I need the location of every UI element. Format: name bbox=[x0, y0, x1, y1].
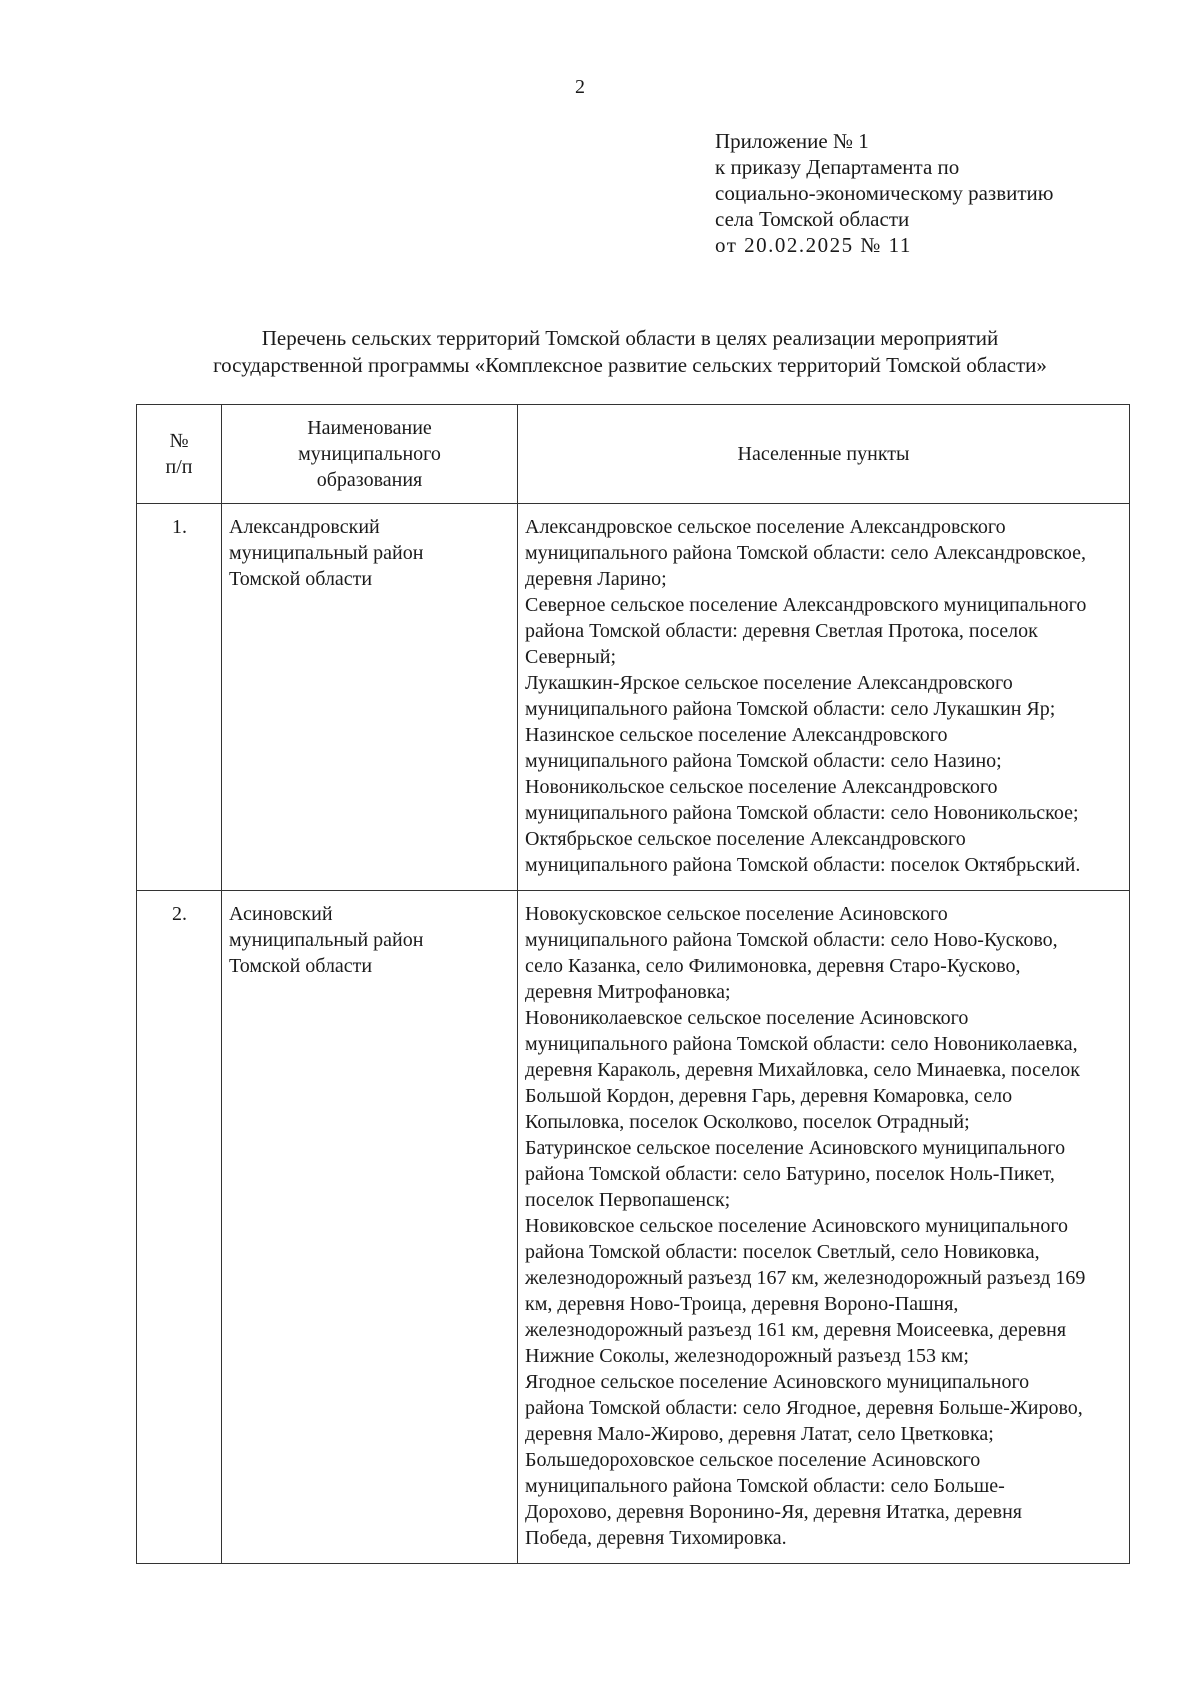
settlements-line: Лукашкин-Ярское сельское поселение Александровского bbox=[525, 672, 1013, 694]
document-title-line: государственной программы «Комплексное развитие сельских территорий Томской области» bbox=[213, 353, 1047, 377]
settlements-line: село Казанка, село Филимоновка, деревня Старо-Кусково, bbox=[525, 955, 1021, 977]
settlements-line: Северный; bbox=[525, 646, 617, 668]
header-num bbox=[137, 405, 222, 504]
document-title-line: Перечень сельских территорий Томской области в целях реализации мероприятий bbox=[261, 326, 999, 350]
appendix-header bbox=[715, 128, 1053, 258]
settlements-line: км, деревня Ново-Троица, деревня Вороно-Пашня, bbox=[525, 1293, 959, 1315]
settlements-line: Большедороховское сельское поселение Асиновского bbox=[525, 1449, 981, 1471]
settlements-line: района Томской области: деревня Светлая Протока, поселок bbox=[525, 620, 1038, 642]
settlements-cell bbox=[518, 891, 1130, 1564]
settlements-line: деревня Митрофановка; bbox=[525, 981, 731, 1003]
municipality-line: Томской области bbox=[229, 568, 373, 590]
header-num-line: № bbox=[169, 430, 189, 452]
settlements-line: Большой Кордон, деревня Гарь, деревня Комаровка, село bbox=[525, 1085, 1013, 1107]
settlements-line: Новониколаевское сельское поселение Асиновского bbox=[525, 1007, 969, 1029]
settlements-line: Копыловка, поселок Осколково, поселок Отрадный; bbox=[525, 1111, 970, 1133]
territories-table bbox=[136, 404, 1130, 1564]
table-body bbox=[137, 504, 1130, 1564]
appendix-department-line: социально-экономическому развитию bbox=[715, 181, 1054, 205]
municipality-line: муниципальный район bbox=[229, 542, 424, 564]
header-municipality-line: Наименование bbox=[307, 417, 432, 439]
settlements-line: деревня Караколь, деревня Михайловка, село Минаевка, поселок bbox=[525, 1059, 1080, 1081]
municipality-line: Александровский bbox=[229, 516, 380, 538]
settlements-line: Александровское сельское поселение Александровского bbox=[525, 516, 1006, 538]
document-title bbox=[100, 325, 1160, 379]
settlements-line: муниципального района Томской области: село Александровское, bbox=[525, 542, 1086, 564]
municipality-line: Томской области bbox=[229, 955, 373, 977]
settlements-line: Новоникольское сельское поселение Александровского bbox=[525, 776, 998, 798]
settlements-line: Нижние Соколы, железнодорожный разъезд 153 км; bbox=[525, 1345, 969, 1367]
settlements-line: Октябрьское сельское поселение Александровского bbox=[525, 828, 966, 850]
settlements-line: Батуринское сельское поселение Асиновского муниципального bbox=[525, 1137, 1066, 1159]
municipality-cell bbox=[222, 891, 518, 1564]
settlements-line: Северное сельское поселение Александровского муниципального bbox=[525, 594, 1087, 616]
settlements-line: Новокусковское сельское поселение Асиновского bbox=[525, 903, 948, 925]
order-reference: от 20.02.2025 № 11 bbox=[715, 233, 912, 257]
appendix-title: Приложение № 1 bbox=[715, 129, 869, 153]
header-municipality-line: муниципального bbox=[298, 443, 441, 465]
settlements-line: района Томской области: село Ягодное, деревня Больше-Жирово, bbox=[525, 1397, 1083, 1419]
row-number: 2. bbox=[137, 891, 222, 1564]
settlements-line: Новиковское сельское поселение Асиновского муниципального bbox=[525, 1215, 1069, 1237]
settlements-line: Дорохово, деревня Воронино-Яя, деревня Итатка, деревня bbox=[525, 1501, 1022, 1523]
page-number: 2 bbox=[575, 76, 585, 98]
settlements-line: муниципального района Томской области: село Лукашкин Яр; bbox=[525, 698, 1056, 720]
appendix-order-line: к приказу Департамента по bbox=[715, 155, 960, 179]
settlements-line: железнодорожный разъезд 167 км, железнодорожный разъезд 169 bbox=[525, 1267, 1086, 1289]
settlements-line: деревня Ларино; bbox=[525, 568, 667, 590]
settlements-line: муниципального района Томской области: село Назино; bbox=[525, 750, 1002, 772]
settlements-cell bbox=[518, 504, 1130, 891]
municipality-cell bbox=[222, 504, 518, 891]
settlements-line: Победа, деревня Тихомировка. bbox=[525, 1527, 787, 1549]
appendix-region-line: села Томской области bbox=[715, 207, 910, 231]
settlements-line: муниципального района Томской области: село Ново-Кусково, bbox=[525, 929, 1058, 951]
settlements-line: муниципального района Томской области: село Больше- bbox=[525, 1475, 1005, 1497]
settlements-line: железнодорожный разъезд 161 км, деревня Моисеевка, деревня bbox=[525, 1319, 1067, 1341]
settlements-line: муниципального района Томской области: село Новониколаевка, bbox=[525, 1033, 1078, 1055]
settlements-line: муниципального района Томской области: поселок Октябрьский. bbox=[525, 854, 1081, 876]
header-municipality bbox=[222, 405, 518, 504]
header-settlements: Населенные пункты bbox=[518, 405, 1130, 504]
settlements-line: Назинское сельское поселение Александровского bbox=[525, 724, 948, 746]
table-row bbox=[137, 504, 1130, 891]
settlements-line: района Томской области: поселок Светлый, село Новиковка, bbox=[525, 1241, 1040, 1263]
row-number: 1. bbox=[137, 504, 222, 891]
settlements-line: деревня Мало-Жирово, деревня Латат, село Цветковка; bbox=[525, 1423, 994, 1445]
settlements-line: поселок Первопашенск; bbox=[525, 1189, 731, 1211]
settlements-line: района Томской области: село Батурино, поселок Ноль-Пикет, bbox=[525, 1163, 1055, 1185]
header-municipality-line: образования bbox=[316, 469, 423, 491]
municipality-line: Асиновский bbox=[229, 903, 333, 925]
table-row bbox=[137, 891, 1130, 1564]
settlements-line: муниципального района Томской области: село Новоникольское; bbox=[525, 802, 1079, 824]
header-num-line: п/п bbox=[165, 456, 193, 478]
settlements-line: Ягодное сельское поселение Асиновского муниципального bbox=[525, 1371, 1030, 1393]
table-header-row bbox=[137, 405, 1130, 504]
municipality-line: муниципальный район bbox=[229, 929, 424, 951]
